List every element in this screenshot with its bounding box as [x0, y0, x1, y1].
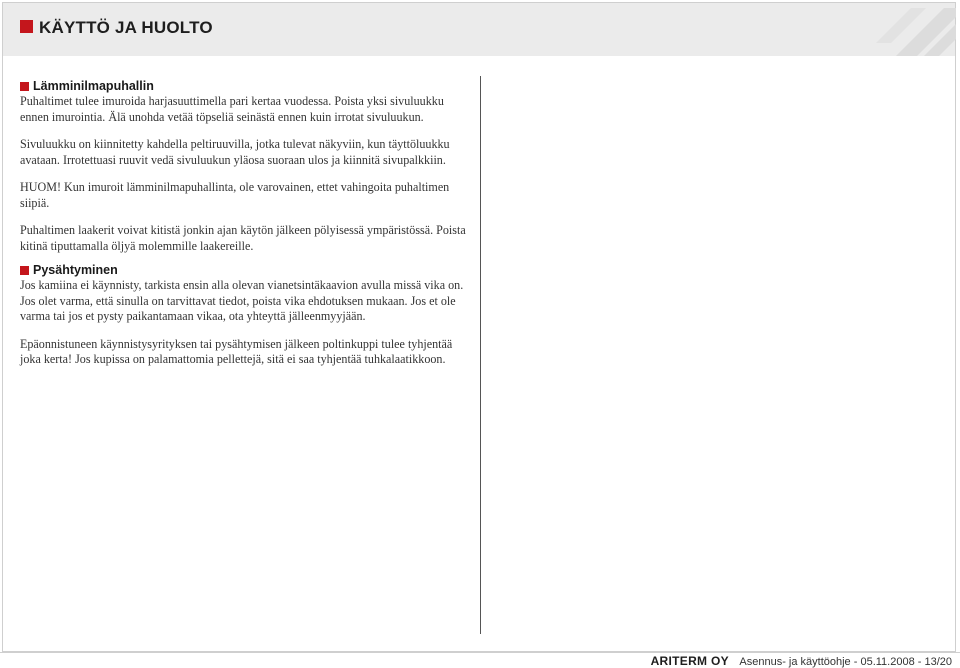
section-heading-text: Pysähtyminen — [33, 263, 118, 277]
paragraph: Jos kamiina ei käynnisty, tarkista ensin alla olevan vianetsintäkaavion avulla missä vika on. Jos olet varma, että sinulla on tarvittavat tiedot, poista vika ehdotuksen mukaan. Jos et ole varma tai jos et pysty paikantamaan vikaa, ota yhteyttä jälleenmyyjään. — [20, 278, 464, 323]
footer-divider — [0, 652, 960, 653]
paragraph: Puhaltimet tulee imuroida harjasuuttimella pari kertaa vuodessa. Poista yksi sivuluukku ennen imurointia. Älä unohda vetää töpseliä seinästä ennen kuin irrotat sivuluukun. — [20, 94, 444, 124]
paragraph: Epäonnistuneen käynnistysyrityksen tai pysähtymisen jälkeen poltinkuppi tulee tyhjentää joka kerta! Jos kupissa on palamattomia pellettejä, sitä ei saa tyhjentää tuhkalaatikkoon. — [20, 336, 453, 366]
red-square-bullet-icon — [20, 82, 29, 91]
paragraph: HUOM! Kun imuroit lämminilmapuhallinta, ole varovainen, ettet vahingoita puhaltimen siipiä. — [20, 180, 450, 210]
page-title: KÄYTTÖ JA HUOLTO — [39, 18, 213, 37]
page-footer — [651, 654, 952, 668]
brand-stripes-icon — [866, 3, 956, 56]
paragraph: Sivuluukku on kiinnitetty kahdella peltiruuvilla, jotka tulevat näkyviin, kun täyttöluukku avataan. Irrotettuasi ruuvit vedä sivuluukun yläosa suoraan ulos ja kiinnitä sivupalkkiin. — [20, 137, 450, 167]
paragraph: Puhaltimen laakerit voivat kitistä jonkin ajan käytön jälkeen pölyisessä ympäristössä. Poista kitinä tiputtamalla öljyä molemmille laakereille. — [20, 223, 466, 253]
section-heading-text: Lämminilmapuhallin — [33, 79, 154, 93]
column-divider — [480, 76, 481, 634]
red-square-bullet-icon — [20, 266, 29, 275]
header-accent-square — [20, 20, 33, 33]
footer-document-info: Asennus- ja käyttöohje - 05.11.2008 - 13/20 — [739, 656, 952, 668]
footer-company: ARITERM OY — [650, 654, 729, 668]
section-heading-lamminilmapuhallin — [20, 78, 472, 94]
main-content — [20, 78, 472, 368]
section-heading-pysahtyminen — [20, 262, 472, 278]
